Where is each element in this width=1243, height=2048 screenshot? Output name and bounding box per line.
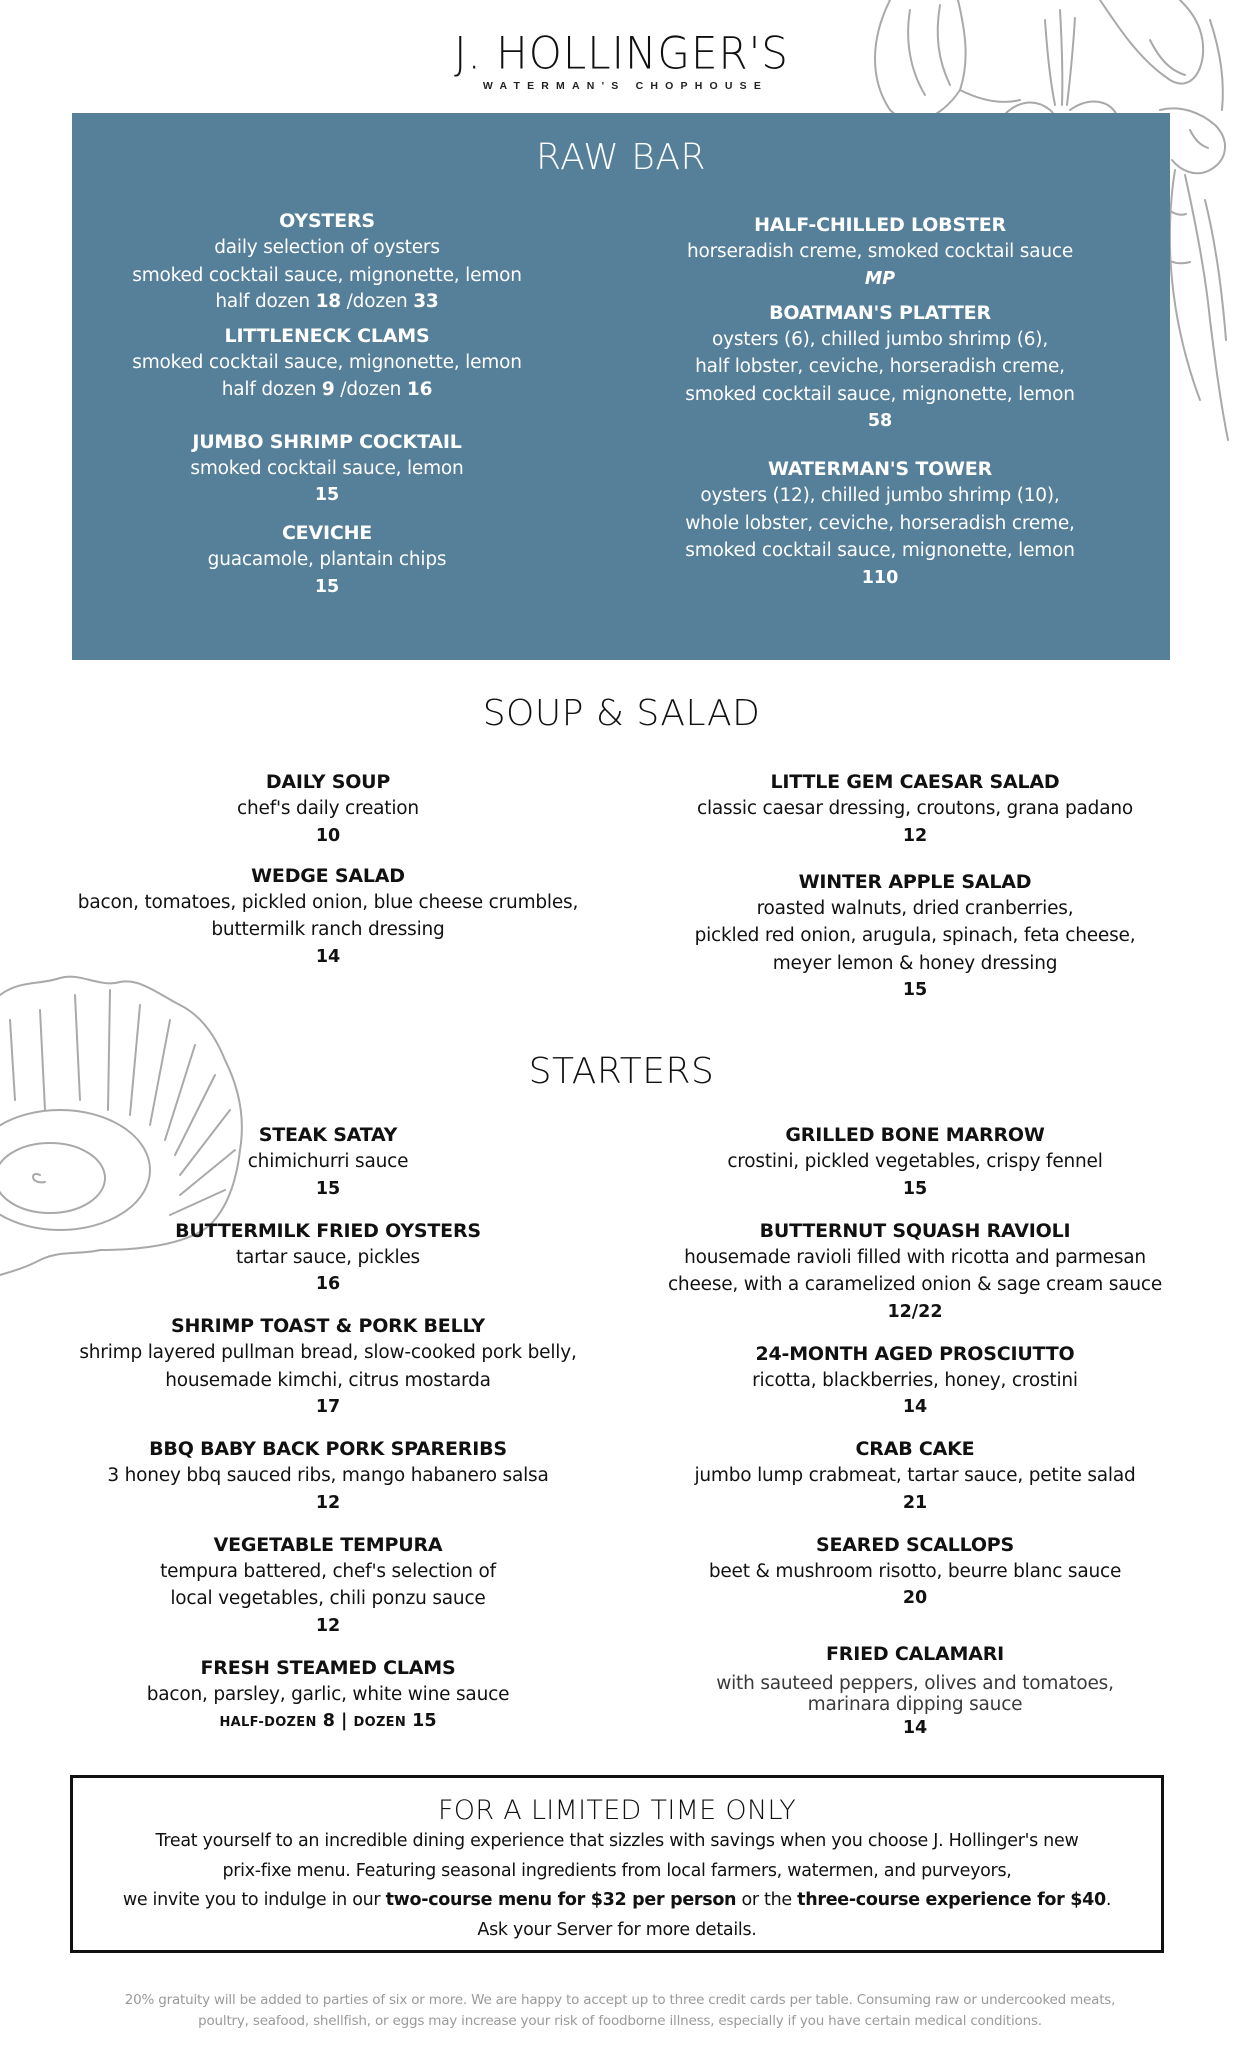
item-price: 12/22 — [887, 1301, 943, 1322]
menu-item-buttermilk-fried-oysters — [58, 1218, 598, 1298]
item-desc: housemade kimchi, citrus mostarda — [165, 1369, 491, 1391]
promo-body — [73, 1827, 1161, 1945]
item-desc: chimichurri sauce — [247, 1151, 409, 1172]
item-name: BBQ BABY BACK PORK SPARERIBS — [149, 1438, 507, 1460]
menu-item-watermans-tower — [640, 456, 1120, 591]
item-desc: marinara dipping sauce — [807, 1694, 1023, 1715]
item-desc: cheese, with a caramelized onion & sage cream sauce — [667, 1274, 1163, 1295]
promo-two-course-offer: two-course menu for $32 per person — [385, 1890, 737, 1910]
item-name: HALF-CHILLED LOBSTER — [754, 214, 1006, 236]
menu-item-butternut-squash-ravioli — [655, 1218, 1175, 1325]
item-desc: beet & mushroom risotto, beurre blanc sauce — [708, 1560, 1122, 1582]
item-price: 12 — [902, 825, 928, 846]
item-desc: classic caesar dressing, croutons, grana padano — [697, 798, 1133, 819]
menu-item-24-month-aged-prosciutto — [655, 1341, 1175, 1421]
item-desc: meyer lemon & honey dressing — [772, 952, 1058, 974]
restaurant-logo — [0, 27, 1243, 92]
item-name: VEGETABLE TEMPURA — [213, 1533, 443, 1556]
price-full: 33 — [413, 291, 439, 312]
item-desc: crostini, pickled vegetables, crispy fennel — [727, 1151, 1103, 1172]
limited-time-promo-box — [70, 1775, 1164, 1953]
price-sep: | — [341, 1711, 348, 1731]
item-name: SEARED SCALLOPS — [816, 1533, 1014, 1556]
raw-bar-left-column — [72, 208, 582, 600]
menu-item-fried-calamari — [655, 1641, 1175, 1741]
starters-right-column — [655, 1122, 1175, 1741]
price-full: 15 — [412, 1711, 437, 1731]
item-desc: 3 honey bbq sauced ribs, mango habanero salsa — [107, 1465, 549, 1486]
item-price: 15 — [902, 980, 928, 1000]
promo-line — [73, 1886, 1161, 1916]
menu-item-wedge-salad — [58, 863, 598, 970]
item-price: 15 — [314, 485, 340, 505]
item-desc: guacamole, plantain chips — [207, 549, 447, 570]
promo-line: Ask your Server for more details. — [477, 1919, 757, 1940]
disclaimer-line: 20% gratuity will be added to parties of six or more. We are happy to accept up to three credit cards per table. Consuming raw or undercooked meats, — [124, 1992, 1116, 2008]
promo-text: we invite you to indulge in our — [122, 1890, 386, 1910]
soup-salad-right-column — [655, 769, 1175, 1003]
menu-item-ceviche — [72, 520, 582, 600]
item-name: BOATMAN'S PLATTER — [769, 301, 991, 324]
restaurant-tagline: WATERMAN'S CHOPHOUSE — [482, 80, 769, 92]
soup-salad-title: SOUP & SALAD — [482, 693, 761, 734]
item-desc: oysters (6), chilled jumbo shrimp (6), — [711, 328, 1049, 350]
item-desc: daily selection of oysters — [214, 237, 440, 258]
promo-line: prix-fixe menu. Featuring seasonal ingredients from local farmers, watermen, and purveyors, — [222, 1860, 1012, 1881]
promo-title: FOR A LIMITED TIME ONLY — [437, 1795, 797, 1826]
item-price: 12 — [315, 1615, 341, 1636]
item-desc: housemade ravioli filled with ricotta and parmesan — [684, 1246, 1146, 1268]
price-half: 8 — [322, 1711, 335, 1731]
item-desc: bacon, parsley, garlic, white wine sauce — [146, 1683, 510, 1705]
item-desc: horseradish creme, smoked cocktail sauce — [686, 241, 1074, 262]
promo-line: Treat yourself to an incredible dining experience that sizzles with savings when you choose J. Hollinger's new — [155, 1831, 1079, 1851]
item-name: FRIED CALAMARI — [825, 1643, 1004, 1665]
item-desc: pickled red onion, arugula, spinach, feta cheese, — [694, 925, 1136, 946]
item-price: 110 — [861, 567, 899, 588]
item-price — [58, 1708, 598, 1736]
item-name: LITTLE GEM CAESAR SALAD — [770, 771, 1060, 793]
menu-item-jumbo-shrimp-cocktail — [72, 429, 582, 509]
price-full: 16 — [406, 378, 433, 400]
item-name: DAILY SOUP — [265, 771, 391, 793]
price-label: half dozen — [215, 291, 310, 312]
menu-item-shrimp-toast-pork-belly — [58, 1313, 598, 1420]
item-price: 10 — [315, 825, 341, 846]
menu-item-daily-soup — [58, 769, 598, 849]
item-name: SHRIMP TOAST & PORK BELLY — [170, 1315, 485, 1337]
item-price: 17 — [315, 1397, 341, 1417]
item-name: OYSTERS — [279, 210, 375, 232]
item-desc: smoked cocktail sauce, mignonette, lemon — [132, 352, 522, 373]
item-price: 14 — [902, 1718, 928, 1738]
promo-text: or the — [736, 1890, 798, 1910]
disclaimer-line: poultry, seafood, shellfish, or eggs may increase your risk of foodborne illness, especially if you have certain medical conditions. — [198, 2013, 1042, 2029]
item-price: 15 — [315, 1178, 341, 1199]
item-desc: ricotta, blackberries, honey, crostini — [752, 1369, 1078, 1391]
menu-item-half-chilled-lobster — [640, 212, 1120, 292]
item-name: BUTTERNUT SQUASH RAVIOLI — [759, 1219, 1071, 1242]
menu-item-grilled-bone-marrow — [655, 1122, 1175, 1202]
menu-item-seared-scallops — [655, 1532, 1175, 1612]
item-price: 14 — [315, 946, 341, 967]
menu-item-steak-satay — [58, 1122, 598, 1202]
raw-bar-title: RAW BAR — [536, 137, 706, 178]
price-label: HALF-DOZEN — [219, 1715, 317, 1730]
price-half: 9 — [321, 378, 335, 400]
menu-item-winter-apple-salad — [655, 869, 1175, 1004]
item-desc: smoked cocktail sauce, lemon — [190, 457, 464, 479]
menu-item-oysters — [72, 208, 582, 315]
item-desc: roasted walnuts, dried cranberries, — [756, 897, 1074, 919]
price-label: half dozen — [221, 378, 317, 400]
item-name: JUMBO SHRIMP COCKTAIL — [192, 430, 462, 453]
item-desc: bacon, tomatoes, pickled onion, blue cheese crumbles, — [77, 891, 579, 913]
item-price: 20 — [902, 1588, 928, 1608]
item-desc: local vegetables, chili ponzu sauce — [170, 1588, 486, 1609]
menu-item-little-gem-caesar-salad — [655, 769, 1175, 849]
item-desc: buttermilk ranch dressing — [211, 919, 445, 940]
disclaimer — [70, 1990, 1170, 2032]
item-desc: smoked cocktail sauce, mignonette, lemon — [685, 383, 1075, 405]
starters-left-column — [58, 1122, 598, 1736]
item-name: GRILLED BONE MARROW — [785, 1124, 1045, 1146]
item-name: WEDGE SALAD — [251, 864, 405, 887]
item-desc: chef's daily creation — [237, 798, 419, 819]
promo-text: . — [1105, 1890, 1112, 1910]
item-name: CRAB CAKE — [855, 1438, 975, 1460]
item-desc: with sauteed peppers, olives and tomatoes, — [716, 1673, 1114, 1694]
item-price: 14 — [902, 1397, 928, 1417]
menu-item-bbq-baby-back-pork-spareribs — [58, 1436, 598, 1516]
price-sep: /dozen — [340, 291, 408, 312]
soup-salad-left-column — [58, 769, 598, 970]
item-price: 12 — [315, 1492, 341, 1513]
item-name: FRESH STEAMED CLAMS — [200, 1656, 456, 1679]
item-name: WINTER APPLE SALAD — [798, 870, 1032, 893]
starters-title: STARTERS — [528, 1051, 715, 1092]
price-sep: /dozen — [334, 378, 402, 400]
menu-item-crab-cake — [655, 1436, 1175, 1516]
price-half: 18 — [315, 291, 341, 312]
item-name: STEAK SATAY — [258, 1124, 398, 1146]
item-price — [72, 377, 582, 403]
item-price: MP — [864, 268, 896, 289]
price-label: DOZEN — [353, 1715, 407, 1730]
item-price: 58 — [867, 411, 893, 431]
item-desc: half lobster, ceviche, horseradish creme, — [695, 356, 1065, 377]
menu-item-littleneck-clams — [72, 323, 582, 403]
raw-bar-right-column — [640, 212, 1120, 591]
item-desc: jumbo lump crabmeat, tartar sauce, petite salad — [694, 1465, 1136, 1486]
item-price: 21 — [902, 1492, 928, 1513]
item-desc: tartar sauce, pickles — [235, 1246, 421, 1268]
item-price: 15 — [314, 576, 340, 597]
item-name: 24-MONTH AGED PROSCIUTTO — [755, 1342, 1075, 1365]
item-name: LITTLENECK CLAMS — [224, 325, 430, 347]
item-price: 16 — [315, 1274, 341, 1294]
restaurant-name: J. HOLLINGER'S — [454, 27, 789, 80]
item-name: CEVICHE — [281, 522, 373, 544]
item-desc: whole lobster, ceviche, horseradish creme, — [685, 512, 1075, 534]
item-price — [72, 289, 582, 315]
item-desc: smoked cocktail sauce, mignonette, lemon — [685, 540, 1075, 561]
item-price: 15 — [902, 1178, 928, 1199]
item-name: WATERMAN'S TOWER — [767, 458, 992, 480]
item-desc: tempura battered, chef's selection of — [160, 1560, 496, 1582]
item-desc: shrimp layered pullman bread, slow-cooked pork belly, — [79, 1342, 577, 1363]
item-desc: smoked cocktail sauce, mignonette, lemon — [132, 264, 522, 286]
menu-item-boatmans-platter — [640, 300, 1120, 435]
menu-item-vegetable-tempura — [58, 1532, 598, 1639]
menu-item-fresh-steamed-clams — [58, 1655, 598, 1737]
item-name: BUTTERMILK FRIED OYSTERS — [175, 1219, 481, 1242]
promo-three-course-offer: three-course experience for $40 — [797, 1890, 1106, 1910]
item-desc: oysters (12), chilled jumbo shrimp (10), — [700, 485, 1060, 506]
raw-bar-section — [72, 113, 1170, 660]
